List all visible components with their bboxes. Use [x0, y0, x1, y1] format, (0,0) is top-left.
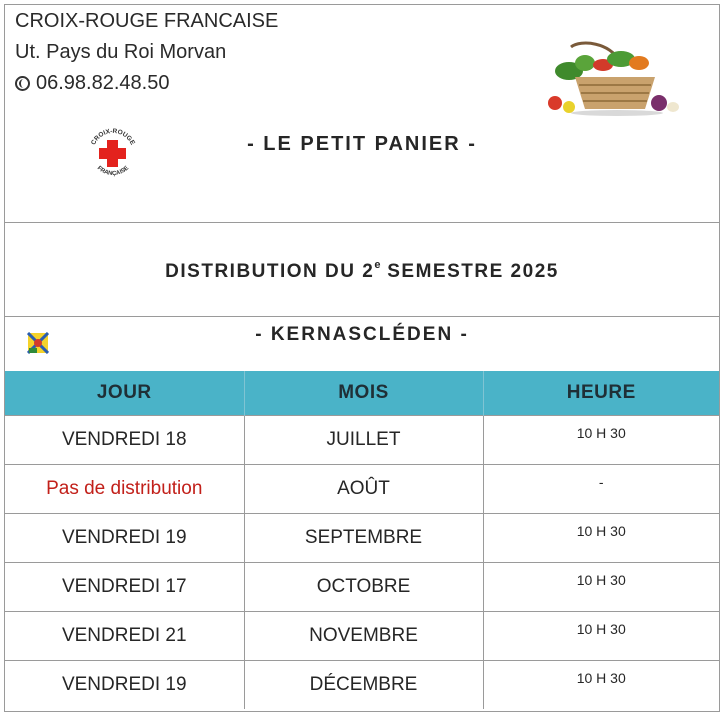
semester-title-suffix: SEMESTRE 2025	[380, 261, 559, 282]
town-title: - KERNASCLÉDEN -	[255, 324, 469, 345]
phone-number: 06.98.82.48.50	[36, 72, 170, 94]
cell-heure: -	[483, 464, 719, 513]
org-phone	[15, 72, 169, 95]
table-row	[5, 513, 719, 562]
cell-heure: 10 H 30	[483, 415, 719, 464]
table-row	[5, 562, 719, 611]
phone-icon	[15, 76, 30, 91]
town-section	[5, 317, 719, 371]
table-row	[5, 464, 719, 513]
cell-mois: SEPTEMBRE	[244, 513, 483, 562]
distribution-sheet	[4, 4, 720, 712]
org-unit: Ut. Pays du Roi Morvan	[15, 41, 227, 63]
cell-mois: AOÛT	[244, 464, 483, 513]
svg-text:FRANÇAISE	[96, 165, 130, 177]
page-title: - LE PETIT PANIER -	[247, 133, 477, 155]
semester-section	[5, 223, 719, 317]
cell-jour-no-distribution: Pas de distribution	[5, 464, 244, 513]
cell-heure: 10 H 30	[483, 611, 719, 660]
vegetable-basket-icon	[541, 41, 679, 117]
table-header-row	[5, 371, 719, 415]
table-row	[5, 415, 719, 464]
cell-jour: VENDREDI 21	[5, 611, 244, 660]
logo-text-bottom: FRANÇAISE	[95, 165, 131, 178]
table-row	[5, 660, 719, 709]
distribution-table	[5, 371, 719, 709]
cell-heure: 10 H 30	[483, 562, 719, 611]
semester-title-prefix: DISTRIBUTION DU 2	[165, 261, 375, 282]
cell-mois: NOVEMBRE	[244, 611, 483, 660]
logo-text-top: CROIX-ROUGE	[90, 127, 136, 147]
column-header-mois: MOIS	[244, 371, 483, 415]
table-row	[5, 611, 719, 660]
cell-mois: JUILLET	[244, 415, 483, 464]
cell-jour: VENDREDI 18	[5, 415, 244, 464]
cell-jour: VENDREDI 17	[5, 562, 244, 611]
column-header-jour: JOUR	[5, 371, 244, 415]
cell-jour: VENDREDI 19	[5, 660, 244, 709]
cell-mois: OCTOBRE	[244, 562, 483, 611]
semester-title	[5, 259, 719, 283]
cell-mois: DÉCEMBRE	[244, 660, 483, 709]
org-name: CROIX-ROUGE FRANCAISE	[15, 10, 279, 32]
header-section	[5, 5, 719, 223]
cell-heure: 10 H 30	[483, 660, 719, 709]
semester-title-sup: e	[374, 259, 381, 271]
cell-heure: 10 H 30	[483, 513, 719, 562]
cell-jour: VENDREDI 19	[5, 513, 244, 562]
column-header-heure: HEURE	[483, 371, 719, 415]
